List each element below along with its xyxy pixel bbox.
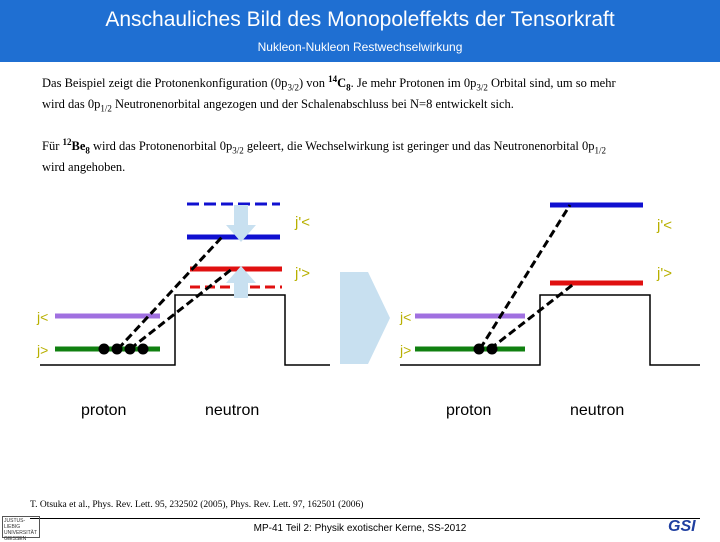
p2-text-c: geleert, die Wechselwirkung ist geringer und das Neutronenorbital 0p: [243, 139, 595, 154]
transition-arrow: [340, 272, 390, 364]
p1-text-a: Das Beispiel zeigt die Protonenkonfiguration (0p: [42, 76, 288, 91]
right-jp-lt-label: j'<: [657, 217, 672, 234]
right-potential-outline: [400, 295, 700, 365]
proton-dot: [487, 344, 498, 355]
left-j-gt-label: j>: [37, 342, 49, 358]
p1-line2-b: Neutronenorbital angezogen und der Schalenabschluss bei N=8 entwickelt sich.: [111, 96, 514, 111]
p1-sub-2: 8: [346, 82, 351, 93]
left-jp-gt-label: j'>: [295, 265, 310, 282]
p1-sup-1: 14: [328, 74, 338, 84]
proton-dot: [112, 344, 123, 355]
p2-text-a: Für: [42, 139, 63, 154]
left-interaction-line-1: [118, 237, 222, 349]
right-proton-label: proton: [446, 402, 492, 419]
left-j-lt-label: j<: [37, 309, 49, 325]
gsi-logo: GSI: [668, 518, 696, 535]
proton-dot: [125, 344, 136, 355]
p1-line2-a: wird das 0p: [42, 96, 101, 111]
left-panel: [36, 204, 330, 419]
left-neutron-label: neutron: [205, 402, 260, 419]
left-potential-outline: [40, 295, 330, 365]
p1-text-b: ) von: [298, 76, 329, 91]
p1-nucleus: C: [337, 76, 347, 91]
right-interaction-line-1: [480, 205, 570, 349]
right-jp-gt-label: j'>: [657, 265, 672, 282]
right-j-lt-label: j<: [400, 309, 412, 325]
right-j-gt-label: j>: [400, 342, 412, 358]
course-footer: MP-41 Teil 2: Physik exotischer Kerne, SS-2012: [253, 523, 467, 534]
p2-sub-2: 3/2: [232, 145, 244, 156]
right-neutron-label: neutron: [570, 402, 625, 419]
p2-nucleus: Be: [71, 139, 86, 154]
p2-text-b: wird das Protonenorbital 0p: [89, 139, 233, 154]
university-logo: JUSTUS-LIEBIG UNIVERSITÄT GIESSEN: [2, 516, 40, 538]
page-title: Anschauliches Bild des Monopoleffekts der Tensorkraft: [105, 8, 615, 31]
right-panel: [399, 205, 700, 419]
left-jp-lt-label: j'<: [295, 214, 310, 231]
page-subtitle: Nukleon-Nukleon Restwechselwirkung: [257, 40, 463, 54]
proton-dot: [474, 344, 485, 355]
p1-text-c: . Je mehr Protonen im 0p: [350, 76, 477, 91]
left-interaction-line-2: [130, 269, 232, 349]
p2-sup: 12: [62, 137, 72, 147]
p2-sub-3: 1/2: [594, 145, 607, 156]
footer-divider: [30, 518, 700, 519]
left-proton-label: proton: [81, 402, 127, 419]
p1-line2-sub: 1/2: [100, 103, 112, 114]
p2-line2: wird angehoben.: [42, 159, 126, 174]
p1-sub-3: 3/2: [476, 82, 488, 93]
p1-text-d: Orbital sind, um so mehr: [487, 76, 616, 91]
reference-citation: T. Otsuka et al., Phys. Rev. Lett. 95, 232502 (2005), Phys. Rev. Lett. 97, 162501 (2006): [30, 500, 364, 510]
proton-dot: [138, 344, 149, 355]
p2-sub: 8: [85, 145, 90, 156]
p1-sub-1: 3/2: [287, 82, 299, 93]
proton-dot: [99, 344, 110, 355]
